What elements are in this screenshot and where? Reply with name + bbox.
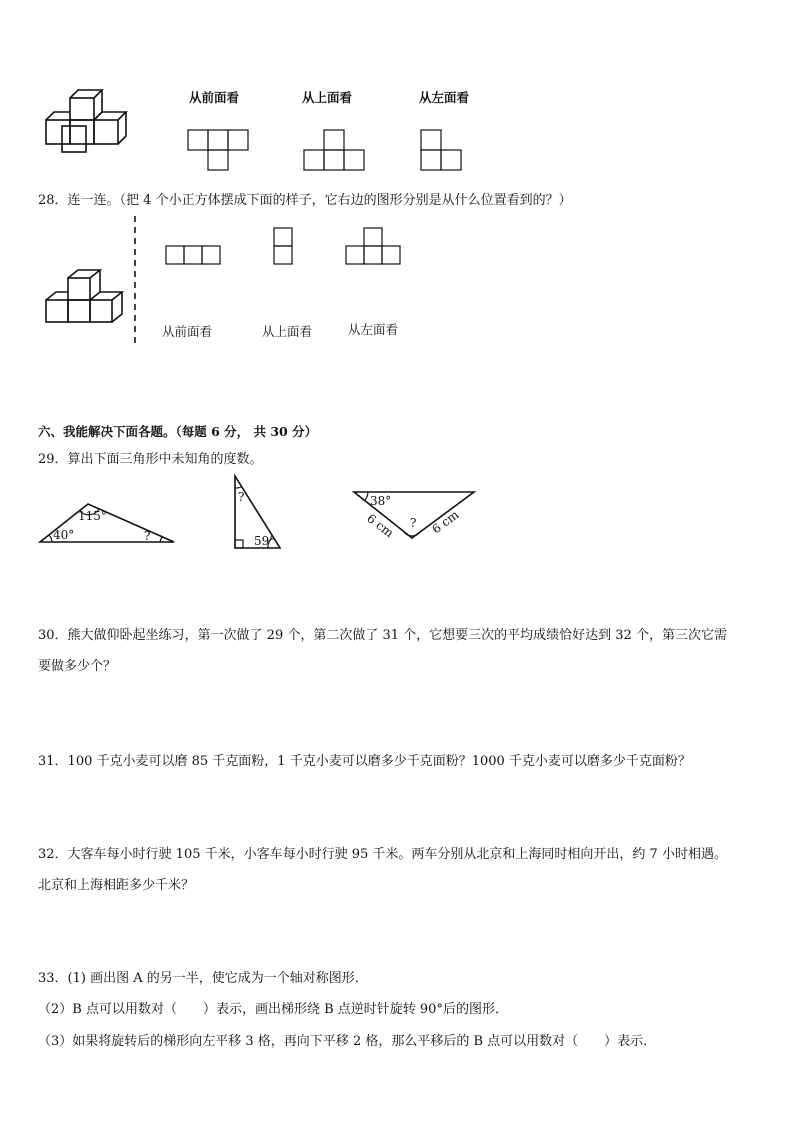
tri3-side-left: 6 cm xyxy=(364,511,397,541)
section-6-title: 六、我能解决下面各题。（每题 6 分， 共 30 分） xyxy=(38,424,318,439)
tri3-angle-left: 38° xyxy=(370,494,392,508)
tri2-unknown: ? xyxy=(238,490,245,504)
q28-label-left: 从左面看 xyxy=(348,322,399,337)
view-shape-front-top xyxy=(188,126,258,176)
cube-stack-figure-top xyxy=(44,86,174,166)
tri1-angle-left: 40° xyxy=(53,528,75,542)
tri3-side-right: 6 cm xyxy=(429,507,462,537)
q30-line1: 30．熊大做仰卧起坐练习，第一次做了 29 个，第二次做了 31 个，它想要三次的平均成绩恰好达到 32 个，第三次它需 xyxy=(38,628,727,643)
tri1-unknown: ? xyxy=(144,529,151,543)
cube-stack-figure-q28 xyxy=(44,264,144,354)
view-label-top-top: 从上面看 xyxy=(302,90,353,105)
q28-label-front: 从前面看 xyxy=(162,324,213,339)
q30-line2: 要做多少个？ xyxy=(38,659,117,674)
view-shape-left-top xyxy=(421,126,471,176)
view-shape-top-top xyxy=(304,126,374,176)
q29-text: 29．算出下面三角形中未知角的度数。 xyxy=(38,452,263,467)
view-label-left-top: 从左面看 xyxy=(419,90,470,105)
q28-view-shape-3 xyxy=(346,226,406,276)
triangle-2 xyxy=(232,472,292,552)
q33-line3: （3）如果将旋转后的梯形向左平移 3 格，再向下平移 2 格，那么平移后的 B 点可以用数对（ ）表示． xyxy=(38,1034,657,1049)
tri3-unknown: ? xyxy=(410,516,417,530)
q33-line1: 33．(1) 画出图 A 的另一半，使它成为一个轴对称图形． xyxy=(38,971,368,986)
q28-text: 28．连一连。（把 4 个小正方体摆成下面的样子，它右边的图形分别是从什么位置看到的？） xyxy=(38,193,572,208)
triangle-3 xyxy=(352,488,482,548)
q28-view-shape-2 xyxy=(274,226,304,276)
tri2-angle-bottom: 59° xyxy=(254,534,276,548)
view-label-front-top: 从前面看 xyxy=(189,90,240,105)
dashed-divider xyxy=(133,216,139,346)
q33-line2: （2）B 点可以用数对（ ）表示，画出梯形绕 B 点逆时针旋转 90°后的图形． xyxy=(38,1002,508,1017)
q32-line1: 32．大客车每小时行驶 105 千米，小客车每小时行驶 95 千米。两车分别从北京和上海同时相向开出，约 7 小时相遇。 xyxy=(38,847,727,862)
q28-label-top: 从上面看 xyxy=(262,324,313,339)
tri1-angle-top: 115° xyxy=(78,509,107,523)
q32-line2: 北京和上海相距多少千米？ xyxy=(38,878,195,893)
q31-line1: 31．100 千克小麦可以磨 85 千克面粉，1 千克小麦可以磨多少千克面粉？1000 千克小麦可以磨多少千克面粉？ xyxy=(38,754,691,769)
triangle-1 xyxy=(38,500,178,550)
q28-view-shape-1 xyxy=(166,244,226,274)
